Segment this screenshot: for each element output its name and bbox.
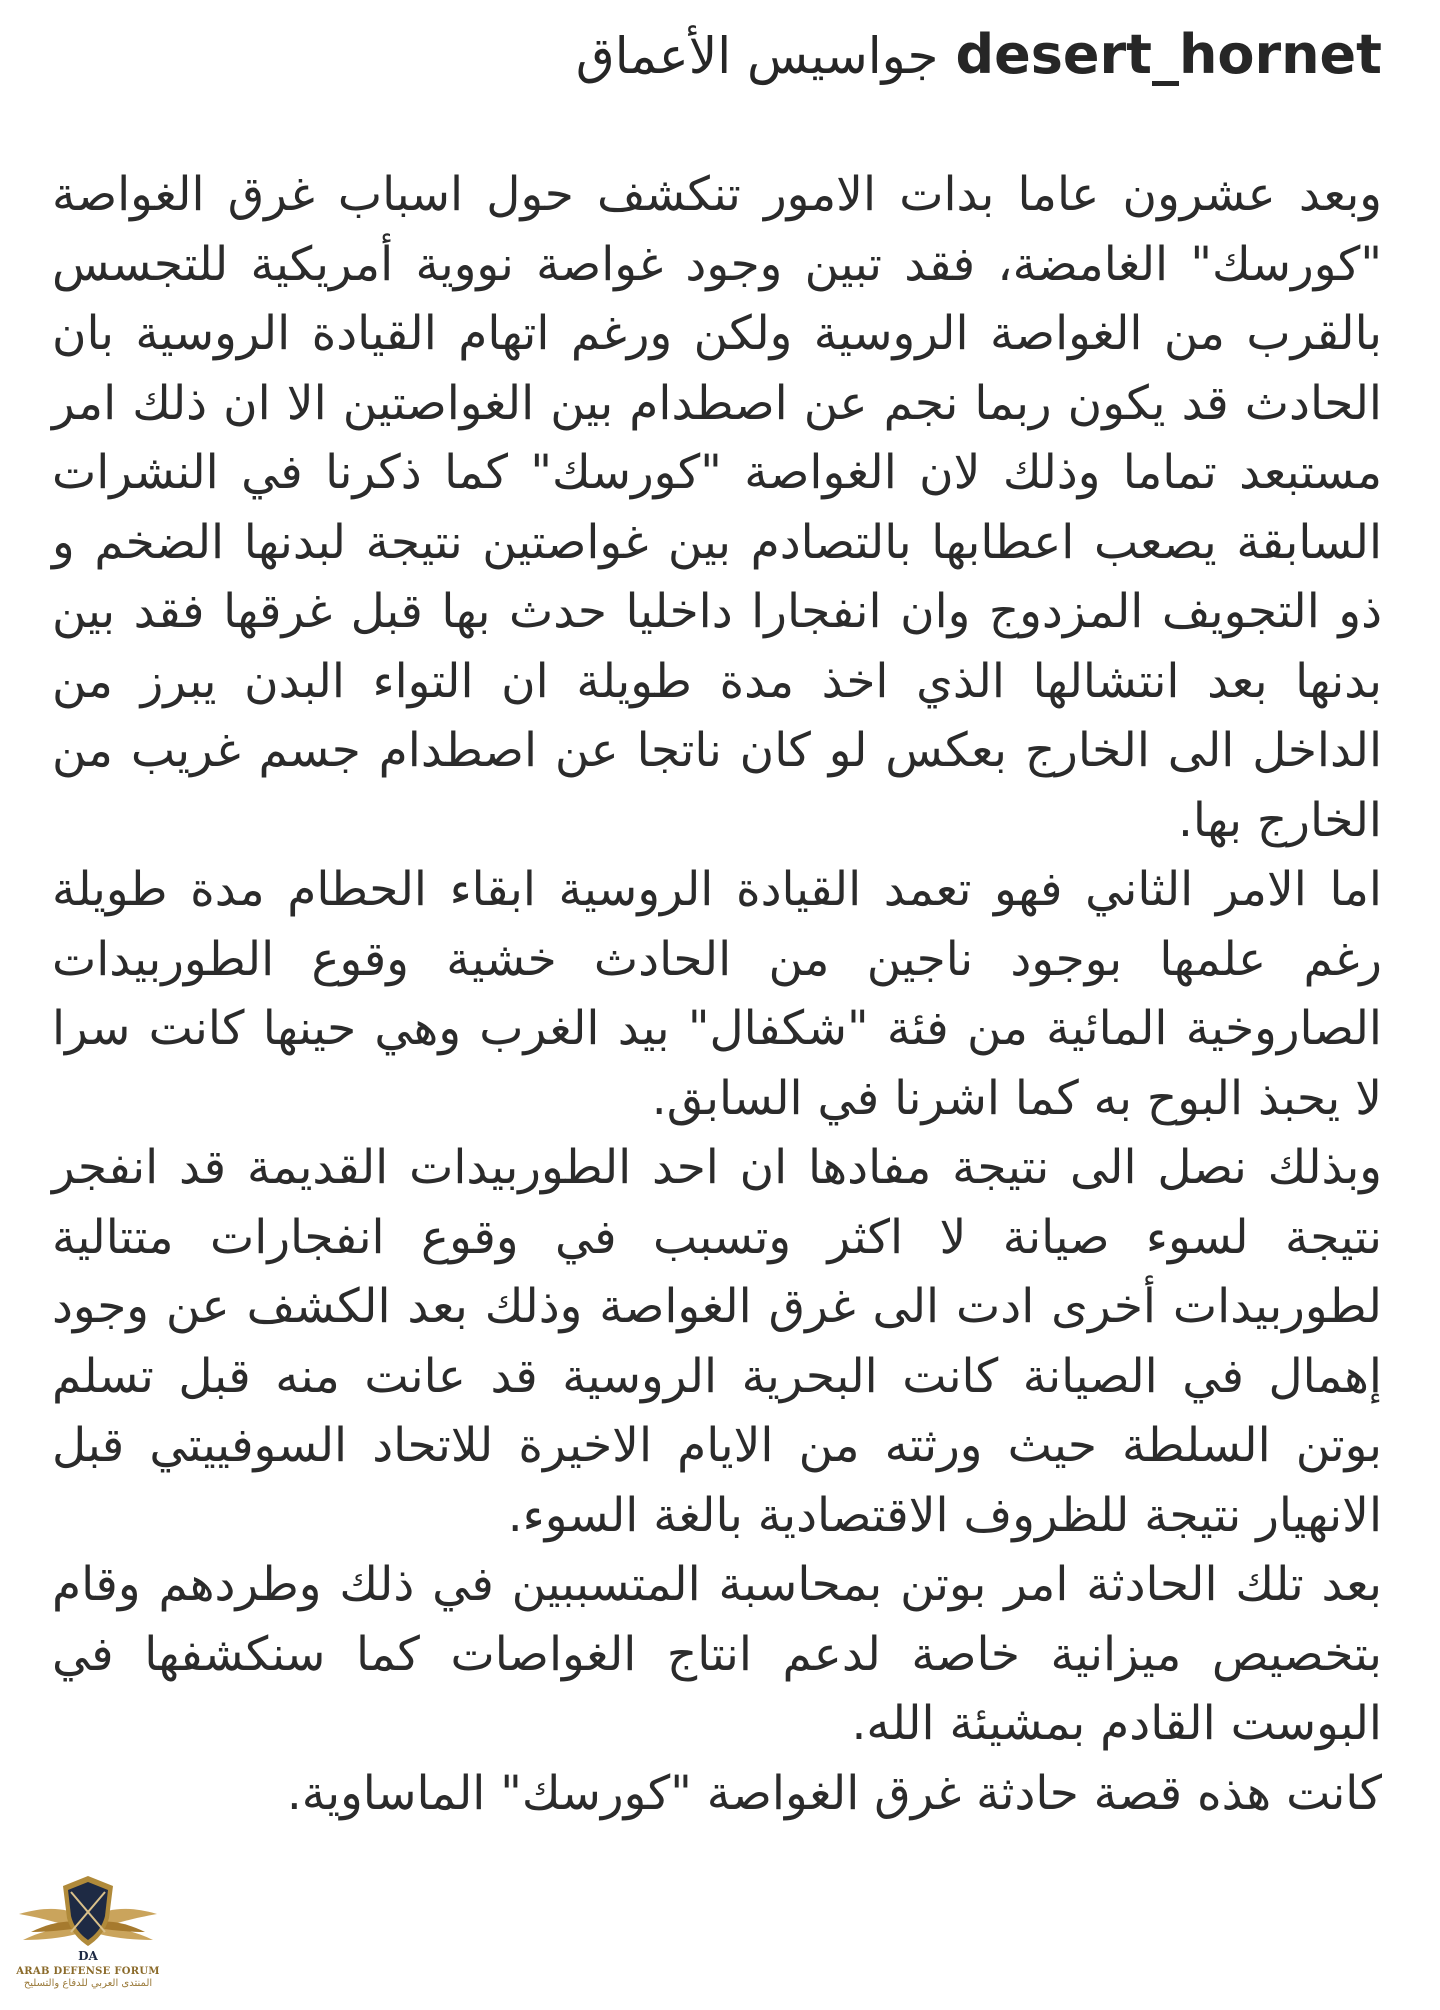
caption-paragraph-5: كانت هذه قصة حادثة غرق الغواصة "كورسك" الماساوية. xyxy=(286,1765,1382,1821)
caption-paragraph-4: بعد تلك الحادثة امر بوتن بمحاسبة المتسببين في ذلك وطردهم وقام بتخصيص ميزانية خاصة لدعم انتاج الغواصات كما سنكشفها في البوست القادم بمشيئة الله. xyxy=(52,1557,1382,1751)
watermark-name-en: ARAB DEFENSE FORUM xyxy=(16,1966,160,1977)
post-caption-body xyxy=(52,160,1382,1828)
caption-title: جواسيس الأعماق xyxy=(575,27,939,85)
forum-logo-emblem-icon xyxy=(13,1856,163,1966)
monogram-text: DA xyxy=(78,1949,98,1963)
post-header xyxy=(40,18,1382,92)
username-link[interactable]: desert_hornet xyxy=(955,23,1382,86)
caption-paragraph-3: وبذلك نصل الى نتيجة مفادها ان احد الطوربيدات القديمة قد انفجر نتيجة لسوء صيانة لا اكثر وتسبب في وقوع انفجارات متتالية لطوربيدات أخرى ادت الى غرق الغواصة وذلك بعد الكشف عن وجود إهمال في الصيانة كانت البحرية الروسية قد عانت منه قبل تسلم بوتن السلطة حيث ورثته من الايام الاخيرة للاتحاد السوفييتي قبل الانهيار نتيجة للظروف الاقتصادية بالغة السوء. xyxy=(52,1140,1382,1543)
watermark-name-ar: المنتدى العربي للدفاع والتسليح xyxy=(23,1978,153,1989)
caption-paragraph-2: اما الامر الثاني فهو تعمد القيادة الروسية ابقاء الحطام مدة طويلة رغم علمها بوجود ناجين من الحادث خشية وقوع الطوربيدات الصاروخية المائية من فئة "شكفال" بيد الغرب وهي حينها كانت سرا لا يحبذ البوح به كما اشرنا في السابق. xyxy=(52,862,1382,1126)
caption-paragraph-1: وبعد عشرون عاما بدات الامور تنكشف حول اسباب غرق الغواصة "كورسك" الغامضة، فقد تبين وجود غواصة نووية أمريكية للتجسس بالقرب من الغواصة الروسية ولكن ورغم اتهام القيادة الروسية بان الحادث قد يكون ربما نجم عن اصطدام بين الغواصتين الا ان ذلك امر مستبعد تماما وذلك لان الغواصة "كورسك" كما ذكرنا في النشرات السابقة يصعب اعطابها بالتصادم بين غواصتين نتيجة لبدنها الضخم و ذو التجويف المزدوج وان انفجارا داخليا حدث بها قبل غرقها فقد بين بدنها بعد انتشالها الذي اخذ مدة طويلة ان التواء البدن يبرز من الداخل الى الخارج بعكس لو كان ناتجا عن اصطدام جسم غريب من الخارج بها. xyxy=(52,167,1382,848)
forum-watermark xyxy=(8,1856,168,2004)
